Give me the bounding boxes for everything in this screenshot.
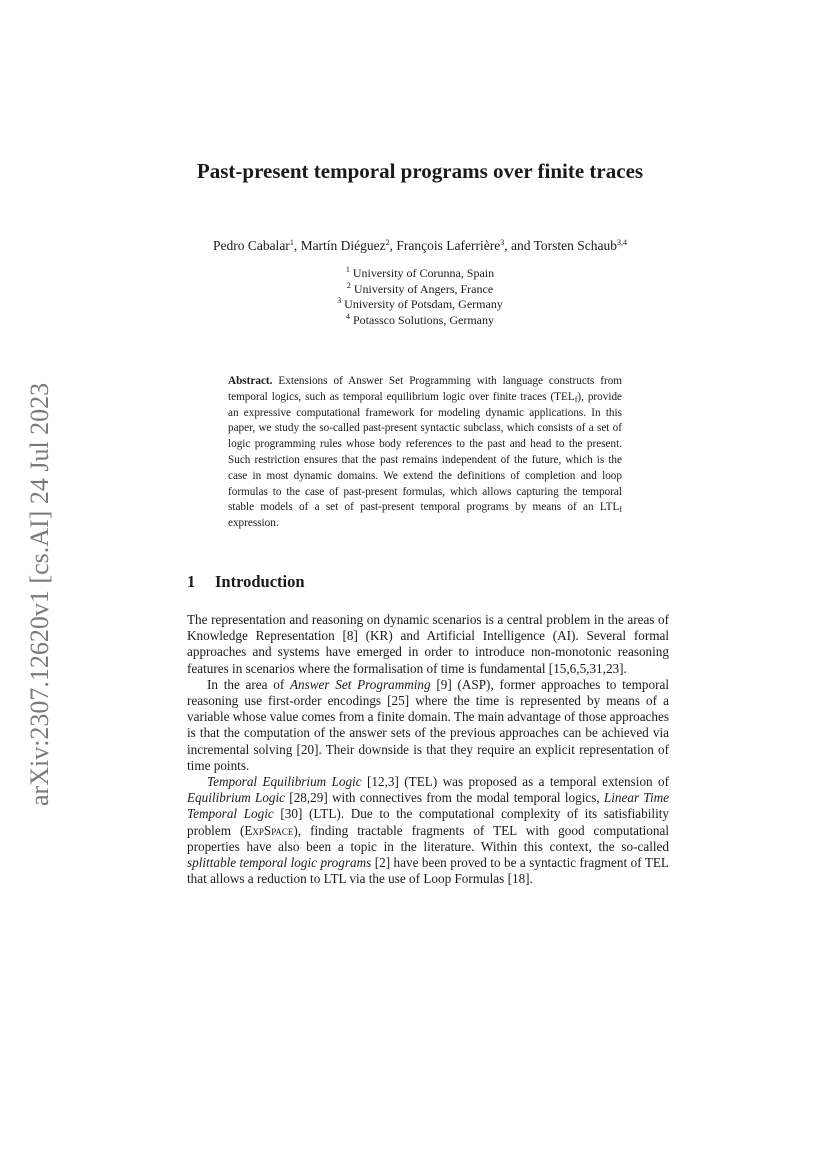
author-name: Martín Diéguez: [300, 238, 386, 253]
affiliation: $^3$ University of Potsdam, Germany: [337, 296, 503, 311]
abstract-label: Abstract.: [228, 375, 273, 387]
section-number: 1: [187, 572, 196, 591]
paper-title: Past-present temporal programs over finite traces: [196, 159, 644, 183]
paragraph: Temporal Equilibrium Logic [12,3] (TEL) was proposed as a temporal extension of Equilibrium Logic [28,29] with connectives from the modal temporal logics, Linear Time Temporal Logic [30] (LTL). Due to the computational complexity of its satisfiability problem (ExpSpace), finding tractable fragments of TEL with good computational properties have also been a topic in the literature. Within this context, the so-called splittable temporal logic programs [2] have been proved to be a syntactic fragment of TEL that allows a reduction to LTL via the use of Loop Formulas [18].: [187, 774, 670, 887]
affiliation: $^4$ Potassco Solutions, Germany: [346, 311, 494, 327]
section-heading: [187, 572, 305, 592]
section-title: Introduction: [215, 572, 305, 591]
affiliation: $^1$ University of Corunna, Spain: [345, 265, 495, 280]
author-affil-mark: 1: [289, 238, 294, 247]
author-affil-mark: 3,4: [617, 238, 628, 247]
affiliation: $^2$ University of Angers, France: [346, 280, 494, 296]
author-name: François Laferrière: [396, 238, 501, 253]
body-text: [187, 612, 669, 887]
abstract: Abstract. Extensions of Answer Set Programming with language constructs from temporal logics, such as temporal equilibrium logic over finite traces $(TEL_f)$, provide an expressive computational framework for modeling dynamic applications. In this paper, we study the so-called past-present syntactic subclass, which consists of a set of logic programming rules whose body references to the past and head to the present. Such restriction ensures that the past remains independent of the future, which is the case in most dynamic domains. We extend the definitions of completion and loop formulas to the case of past-present formulas, which allows capturing the temporal stable models of a set of past-present temporal programs by means of an $LTL_f$ expression.: [228, 375, 622, 530]
affiliation-list: [220, 266, 620, 328]
paragraph: In the area of Answer Set Programming [9] (ASP), former approaches to temporal reasoning use first-order encodings [25] where the time is represented by means of a variable whose value comes from a finite domain. The main advantage of those approaches is that the computation of the answer sets of the previous approaches can be achieved via incremental solving [20]. Their downside is that they require an explicit representation of time points.: [187, 676, 669, 773]
arxiv-identifier: arXiv:2307.12620v1 [cs.AI] 24 Jul 2023: [25, 382, 54, 806]
author-list: Pedro Cabalar$^1$, Martín Diéguez$^2$, François Laferrière$^3$, and Torsten Schaub$^{3,4}$: [212, 238, 628, 253]
paragraph: The representation and reasoning on dynamic scenarios is a central problem in the areas of Knowledge Representation [8] (KR) and Artificial Intelligence (AI). Several formal approaches and systems have emerged in order to introduce non-monotonic reasoning features in scenarios where the formalisation of time is fundamental [15,6,5,31,23].: [187, 612, 669, 676]
author-name: Pedro Cabalar: [212, 238, 290, 253]
author-name: Torsten Schaub: [533, 238, 618, 253]
author-affil-mark: 2: [385, 238, 390, 247]
author-affil-mark: 3: [500, 238, 505, 247]
